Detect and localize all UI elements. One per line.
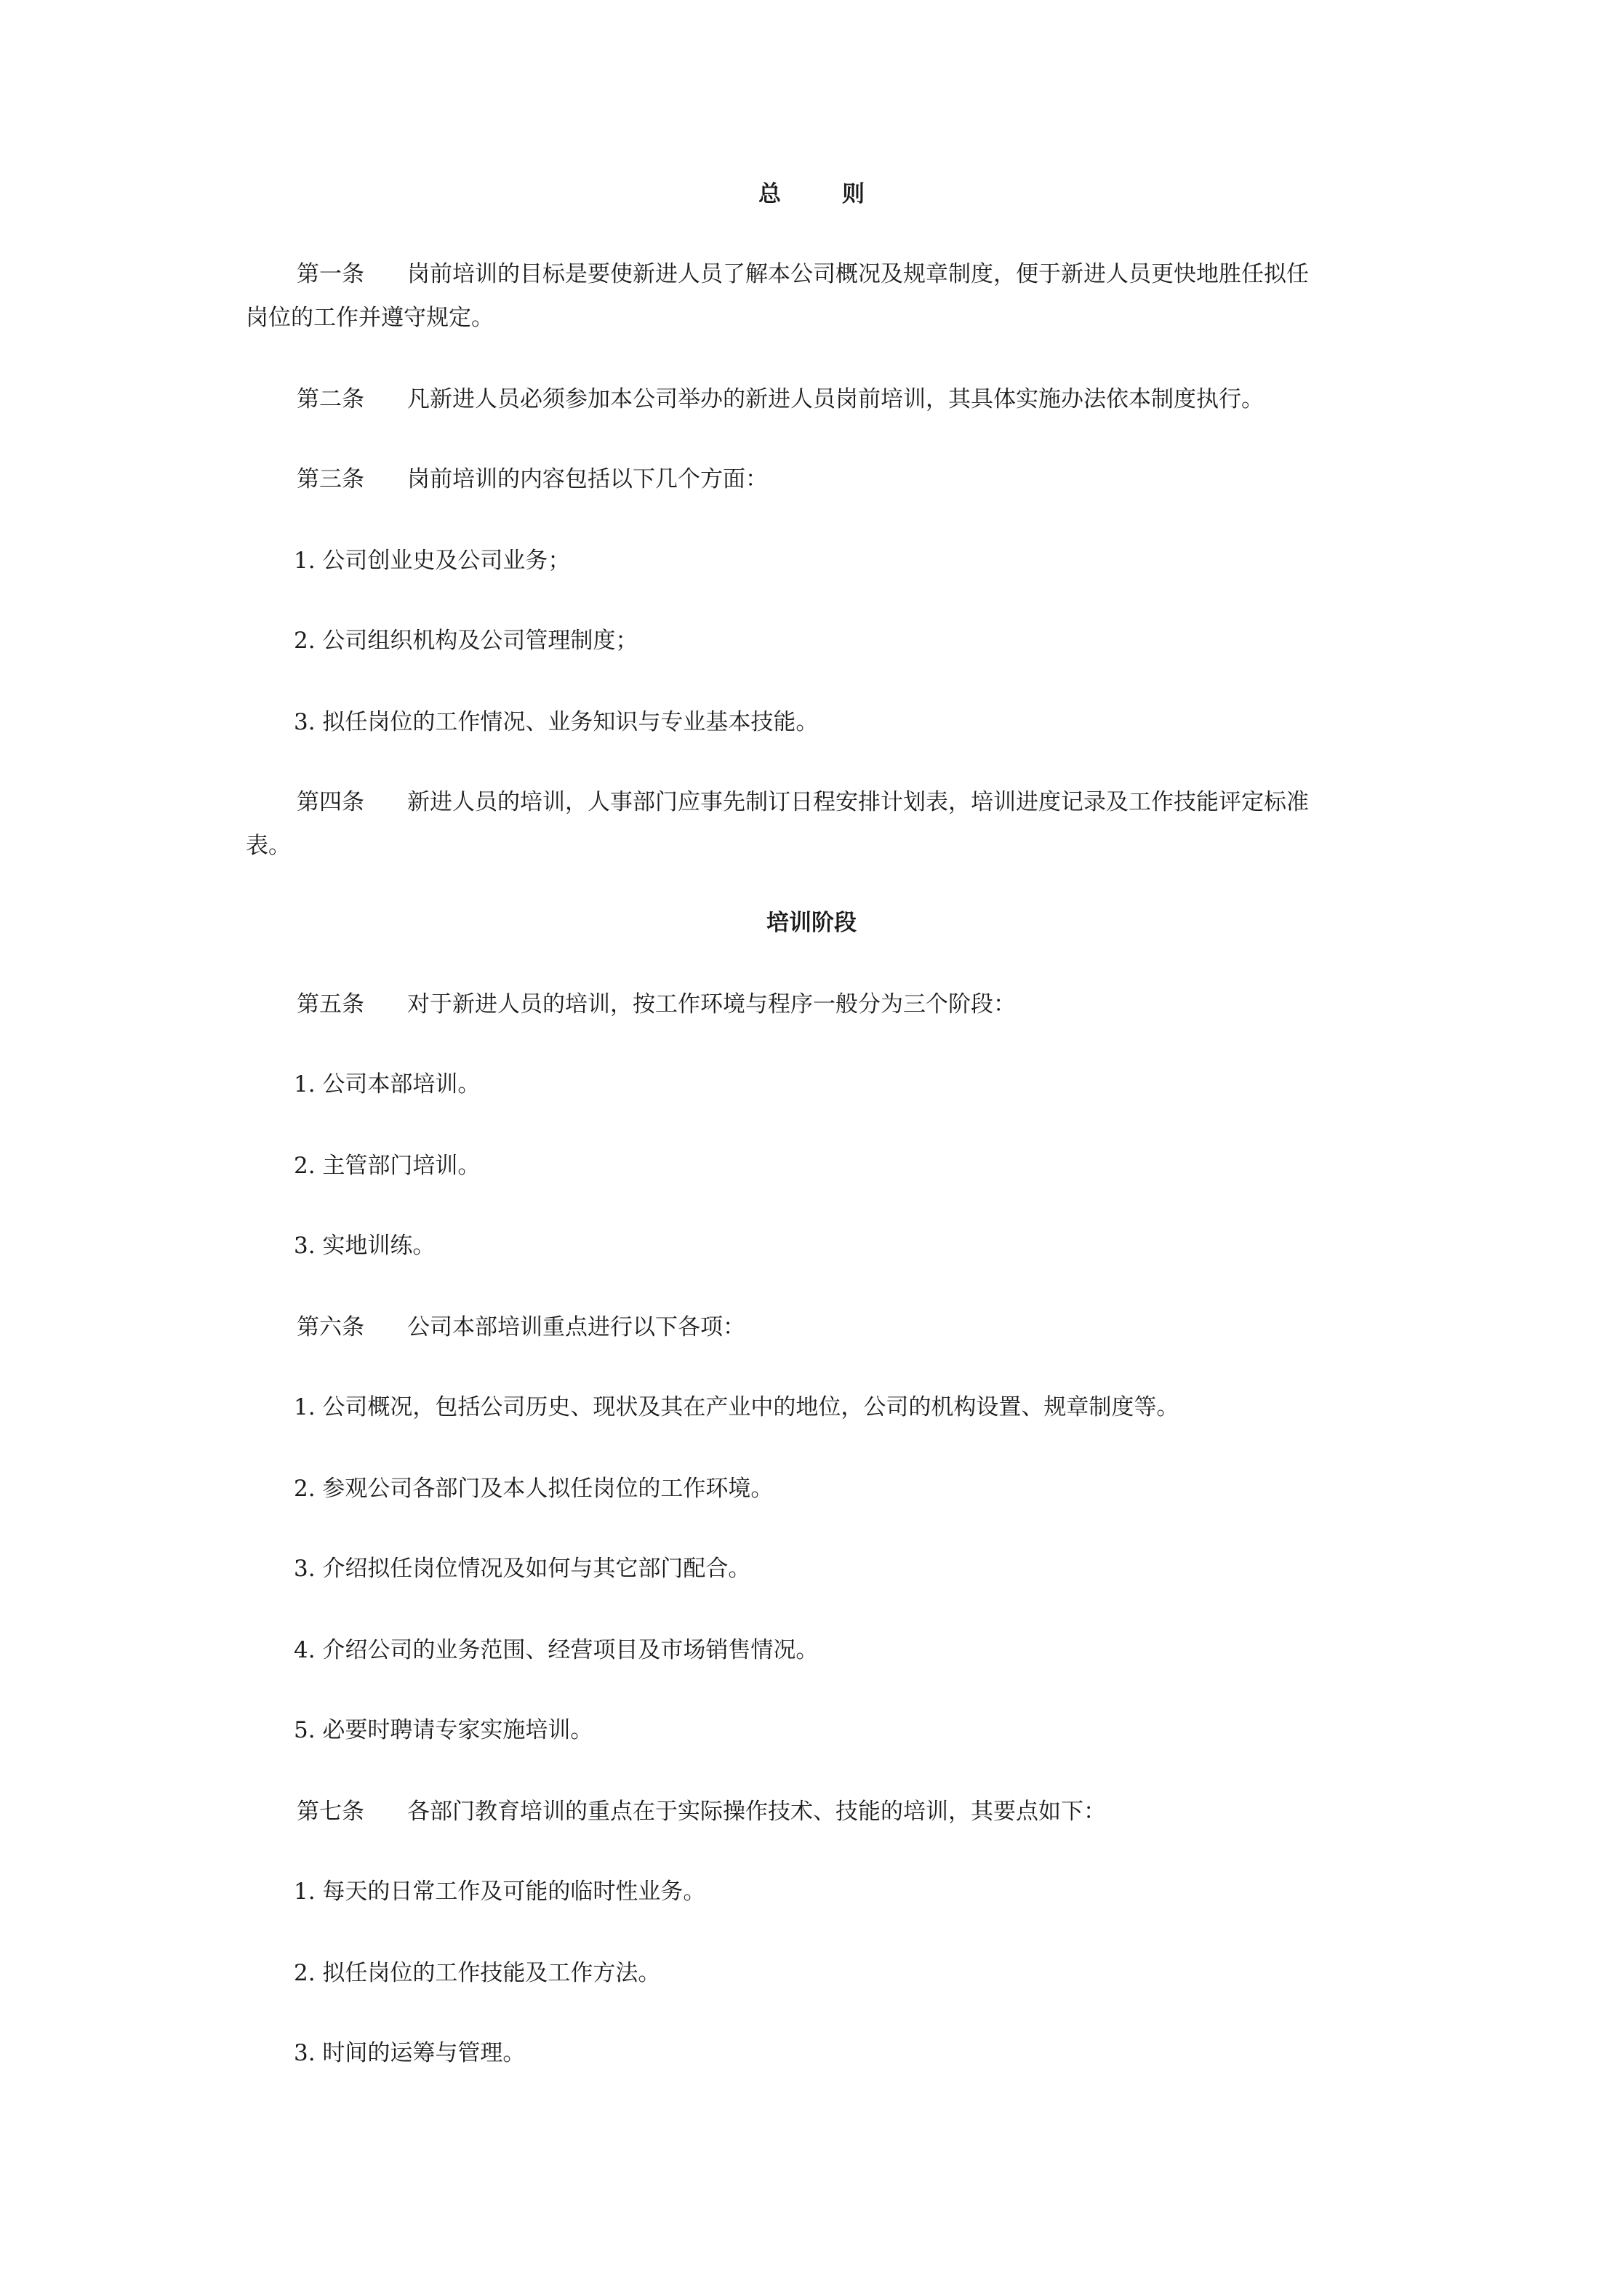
article-7 [246, 1790, 1431, 1833]
article-3-item-3: 3. 拟任岗位的工作情况、业务知识与专业基本技能。 [294, 709, 819, 735]
article-1 [246, 252, 1431, 296]
article-5-item-2: 2. 主管部门培训。 [294, 1153, 481, 1179]
article-6-label: 第六条 [297, 1314, 364, 1340]
article-7-item-3: 3. 时间的运筹与管理。 [294, 2040, 526, 2066]
article-4 [246, 780, 1431, 824]
article-6-item-3: 3. 介绍拟任岗位情况及如何与其它部门配合。 [294, 1556, 751, 1582]
article-3-text: 岗前培训的内容包括以下几个方面： [407, 466, 768, 492]
article-2 [246, 377, 1431, 421]
article-7-text: 各部门教育培训的重点在于实际操作技术、技能的培训，其要点如下： [407, 1799, 1106, 1825]
article-7-item-1: 1. 每天的日常工作及可能的临时性业务。 [294, 1879, 706, 1905]
article-1-label: 第一条 [297, 261, 364, 287]
article-1-continuation: 岗位的工作并遵守规定。 [246, 305, 494, 331]
article-5-item-1: 1. 公司本部培训。 [294, 1071, 481, 1097]
article-3 [246, 457, 1431, 501]
article-5-text: 对于新进人员的培训，按工作环境与程序一般分为三个阶段： [407, 991, 1016, 1017]
article-6 [246, 1305, 1431, 1349]
article-3-label: 第三条 [297, 466, 364, 492]
article-2-text: 凡新进人员必须参加本公司举办的新进人员岗前培训，其具体实施办法依本制度执行。 [407, 386, 1264, 412]
article-6-item-4: 4. 介绍公司的业务范围、经营项目及市场销售情况。 [294, 1637, 819, 1663]
article-3-item-2: 2. 公司组织机构及公司管理制度； [294, 628, 638, 654]
article-5 [246, 983, 1431, 1026]
article-4-continuation: 表。 [246, 833, 291, 859]
article-4-text: 新进人员的培训，人事部门应事先制订日程安排计划表，培训进度记录及工作技能评定标准 [407, 789, 1309, 815]
article-4-label: 第四条 [297, 789, 364, 815]
article-6-item-1: 1. 公司概况，包括公司历史、现状及其在产业中的地位，公司的机构设置、规章制度等。 [294, 1394, 1179, 1420]
article-2-label: 第二条 [297, 386, 364, 412]
article-3-item-1: 1. 公司创业史及公司业务； [294, 548, 571, 574]
article-5-label: 第五条 [297, 991, 364, 1017]
article-6-item-2: 2. 参观公司各部门及本人拟任岗位的工作环境。 [294, 1476, 774, 1502]
section-title-stages: 培训阶段 [766, 910, 857, 936]
article-7-item-2: 2. 拟任岗位的工作技能及工作方法。 [294, 1960, 661, 1986]
article-5-item-3: 3. 实地训练。 [294, 1233, 436, 1259]
article-7-label: 第七条 [297, 1799, 364, 1825]
article-6-text: 公司本部培训重点进行以下各项： [407, 1314, 745, 1340]
section-title-general: 总则 [758, 181, 926, 207]
article-1-text: 岗前培训的目标是要使新进人员了解本公司概况及规章制度，便于新进人员更快地胜任拟任 [407, 261, 1309, 287]
article-6-item-5: 5. 必要时聘请专家实施培训。 [294, 1717, 593, 1743]
